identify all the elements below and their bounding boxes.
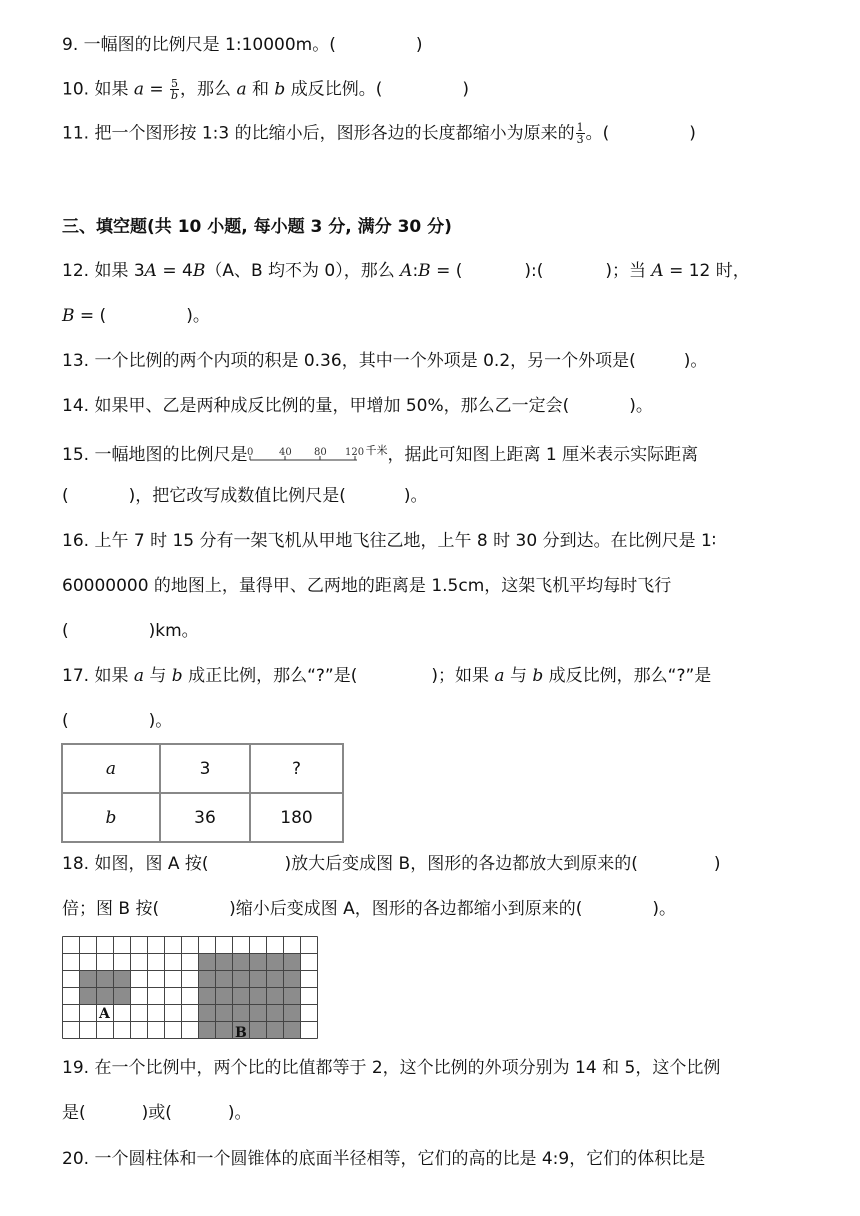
scale-label: 80: [314, 447, 328, 458]
var-A: A: [144, 261, 157, 281]
proportion-table: [61, 743, 344, 843]
text: （: [205, 261, 223, 281]
paren-close: ): [415, 35, 423, 55]
question-19-line-1: [62, 1057, 720, 1079]
text: 与: [504, 666, 533, 686]
text: 和: [246, 79, 275, 100]
var-a: a: [494, 666, 505, 686]
question-17-line-1: [62, 665, 711, 687]
var-B: B: [192, 261, 206, 281]
text: )。: [148, 711, 173, 731]
text: 20. 一个圆柱体和一个圆锥体的底面半径相等，它们的高的比是 4:9，它们的体积比是: [62, 1149, 706, 1169]
text: 是(: [62, 1103, 86, 1123]
scale-unit: 千米: [365, 444, 388, 457]
text: 12. 如果 3: [62, 261, 145, 281]
text: (: [62, 486, 69, 506]
text: = (: [430, 261, 463, 281]
scale-label: 40: [279, 447, 293, 458]
text: 15. 一幅地图的比例尺是: [62, 445, 248, 465]
paren-close: ): [689, 123, 696, 144]
text: )或(: [141, 1103, 172, 1123]
fraction-5-over-b: [170, 78, 179, 101]
table-row: [62, 744, 343, 793]
var-b: b: [171, 666, 183, 686]
text: A、B 均不为 0）: [222, 261, 344, 281]
text: = 4: [156, 261, 193, 281]
section-3-heading: [62, 216, 452, 238]
question-11: [62, 122, 696, 145]
frac-denominator: 3: [576, 133, 584, 146]
var-b: b: [532, 666, 544, 686]
text: 18. 如图，图 A 按(: [62, 854, 209, 874]
table-cell: 3: [160, 744, 250, 793]
text: )。: [403, 486, 428, 506]
question-15-line-2: [62, 485, 428, 507]
var-a: a: [133, 666, 144, 686]
text: )。: [227, 1103, 252, 1123]
table-cell: 36: [160, 793, 250, 842]
table-cell-label: b: [62, 793, 160, 842]
scale-label: 120: [345, 447, 365, 458]
text: )km。: [148, 621, 199, 641]
text: )。: [186, 306, 210, 326]
text: (: [62, 621, 69, 641]
text: )。: [683, 351, 708, 371]
table-cell: 180: [250, 793, 343, 842]
question-18-line-2: [62, 898, 676, 920]
question-13: [62, 350, 707, 372]
question-16-line-2: [62, 575, 671, 597]
line-scale-bar: [247, 444, 365, 466]
text: 成反比例。(: [285, 79, 383, 100]
text: )。: [629, 396, 653, 416]
text: (: [62, 711, 69, 731]
question-9: [62, 34, 422, 56]
scale-label: 0: [247, 447, 254, 458]
text: 成正比例，那么“?”是(: [182, 666, 358, 686]
question-11-text: 11. 把一个图形按 1:3 的比缩小后，图形各边的长度都缩小为原来的: [62, 123, 575, 144]
var-A: A: [400, 261, 413, 281]
question-15-line-1: [62, 440, 698, 466]
question-14-text: 14. 如果甲、乙是两种成反比例的量，甲增加 50%，那么乙一定会(: [62, 396, 570, 416]
text: ，那么: [343, 261, 401, 281]
text: 17. 如果: [62, 666, 134, 686]
text: )；当: [605, 261, 652, 281]
frac-denominator: b: [171, 89, 179, 102]
question-16-line-1: [62, 530, 716, 552]
var-a: a: [133, 79, 144, 100]
question-20-line-1: [62, 1148, 705, 1170]
text: ，那么: [180, 79, 237, 100]
text: 19. 在一个比例中，两个比的比值都等于 2，这个比例的外项分别为 14 和 5，这个比例: [62, 1058, 721, 1078]
text: 与: [143, 666, 172, 686]
text: )。: [652, 899, 677, 919]
question-14: [62, 395, 653, 417]
text: 倍；图 B 按(: [62, 899, 160, 919]
text: ):(: [524, 261, 544, 281]
equals-sign: =: [143, 79, 170, 100]
text: )；如果: [431, 666, 495, 686]
text: 60000000 的地图上，量得甲、乙两地的距离是 1.5cm，这架飞机平均每时飞行: [62, 576, 672, 596]
question-17-line-2: [62, 710, 172, 732]
table-row: [62, 793, 343, 842]
var-b: b: [274, 79, 286, 100]
enlargement-grid-figure: [62, 936, 320, 1040]
question-13-text: 13. 一个比例的两个内项的积是 0.36，其中一个外项是 0.2，另一个外项是(: [62, 351, 636, 371]
var-B: B: [418, 261, 431, 281]
var-a: a: [236, 79, 247, 100]
section-3-title: 三、填空题(共 10 小题, 每小题 3 分, 满分 30 分): [62, 217, 452, 237]
frac-numerator: 1: [576, 121, 584, 134]
text: = (: [74, 306, 107, 326]
scale-bar-graphic: [247, 444, 365, 466]
question-12-line-1: [62, 260, 750, 282]
var-A: A: [651, 261, 664, 281]
text: 16. 上午 7 时 15 分有一架飞机从甲地飞往乙地，上午 8 时 30 分到达。在比例尺是 1∶: [62, 531, 717, 551]
question-16-line-3: [62, 620, 199, 642]
table-cell: ?: [250, 744, 343, 793]
text: = 12 时，: [663, 261, 750, 281]
text: ，据此可知图上距离 1 厘米表示实际距离: [387, 445, 699, 465]
frac-numerator: 5: [171, 77, 179, 90]
question-10-prefix: 10. 如果: [62, 79, 134, 100]
question-9-text: 9. 一幅图的比例尺是 1:10000m。(: [62, 35, 336, 55]
text: 成反比例，那么“?”是: [543, 666, 712, 686]
question-10: [62, 78, 469, 101]
text: :: [412, 261, 419, 281]
var-B: B: [62, 306, 75, 326]
paren-close: ): [462, 79, 469, 100]
fraction-1-over-3: [576, 122, 585, 145]
table-cell-label: a: [62, 744, 160, 793]
question-18-line-1: [62, 853, 721, 875]
text: )缩小后变成图 A，图形的各边都缩小到原来的(: [229, 899, 583, 919]
question-12-line-2: [62, 305, 210, 327]
figure-b-label: B: [235, 1025, 247, 1040]
text: ): [713, 854, 721, 874]
question-19-line-2: [62, 1102, 252, 1124]
figure-a-label: A: [99, 1006, 110, 1022]
text: 。(: [585, 123, 610, 144]
text: )放大后变成图 B，图形的各边都放大到原来的(: [284, 854, 638, 874]
text: )，把它改写成数值比例尺是(: [128, 486, 346, 506]
